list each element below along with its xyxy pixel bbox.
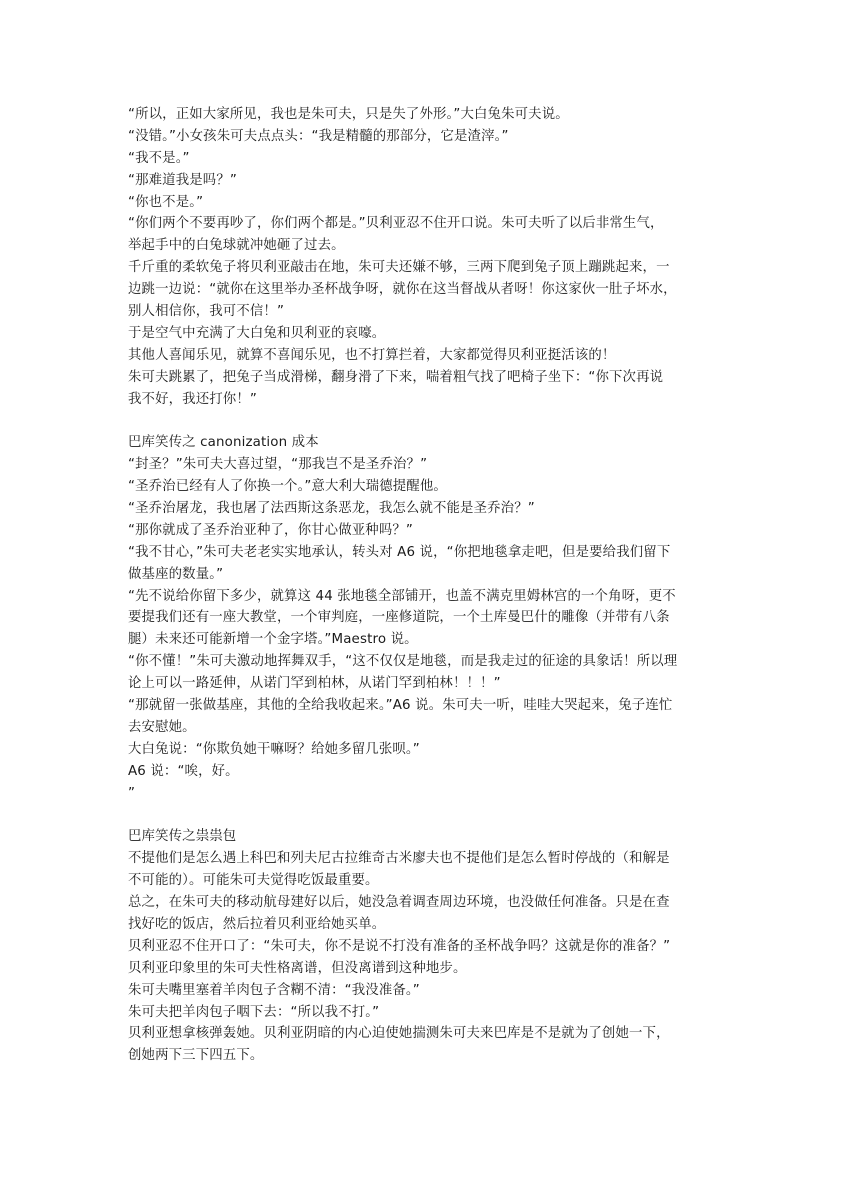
text-line: 不提他们是怎么遇上科巴和列夫尼古拉维奇古米廖夫也不提他们是怎么暂时停战的（和解是 [128, 851, 670, 867]
text-line: 要提我们还有一座大教堂，一个审判庭，一座修道院，一个土库曼巴什的雕像（并带有八条 [128, 610, 670, 626]
text-line: “那就留一张做基座，其他的全给我收起来。”A6 说。朱可夫一听，哇哇大哭起来，兔子连忙 [128, 698, 673, 714]
text-line: ” [128, 785, 136, 801]
document-body [128, 104, 722, 1067]
text-line: “你不懂！”朱可夫激动地挥舞双手，“这不仅仅是地毯，而是我走过的征途的具象话！所以理 [128, 654, 678, 670]
text-line: “我不甘心，”朱可夫老老实实地承认，转头对 A6 说，“你把地毯拿走吧，但是要给我们留下 [128, 544, 671, 560]
paragraph-spacer [128, 805, 722, 827]
text-line: 边跳一边说：“就你在这里举办圣杯战争呀，就你在这当督战从者呀！你这家伙一肚子坏水， [128, 282, 677, 298]
text-line: “所以，正如大家所见，我也是朱可夫，只是失了外形。”大白兔朱可夫说。 [128, 107, 569, 122]
text-line: A6 说：“唉，好。 [128, 763, 239, 779]
text-line: 创她两下三下四五下。 [128, 1048, 264, 1064]
text-line: “先不说给你留下多少，就算这 44 张地毯全部铺开，也盖不满克里姆林宫的一个角呀，更不 [128, 588, 676, 604]
text-line: 巴库笑传之祟祟包 [128, 829, 237, 845]
text-line: “我不是。” [128, 150, 190, 166]
text-line: 论上可以一路延伸，从诺门罕到柏林，从诺门罕到柏林！！！” [128, 676, 501, 692]
paragraph-spacer [128, 410, 722, 432]
text-line: 大白兔说：“你欺负她干嘛呀？给她多留几张呗。” [128, 741, 420, 757]
text-line: 其他人喜闻乐见，就算不喜闻乐见，也不打算拦着，大家都觉得贝利亚挺活该的！ [128, 347, 616, 363]
text-line: “没错。”小女孩朱可夫点点头：“我是精髓的那部分，它是渣滓。” [128, 128, 509, 144]
text-line: 贝利亚想拿核弹轰她。贝利亚阴暗的内心迫使她揣测朱可夫来巴库是不是就为了创她一下， [128, 1026, 670, 1042]
text-line: 我不好，我还打你！” [128, 391, 257, 407]
text-line: 总之，在朱可夫的移动航母建好以后，她没急着调查周边环境，也没做任何准备。只是在查 [128, 895, 670, 911]
text-line: 不可能的）。可能朱可夫觉得吃饭最重要。 [128, 873, 379, 889]
text-line: 贝利亚忍不住开口了：“朱可夫，你不是说不打没有准备的圣杯战争吗？这就是你的准备？” [128, 938, 671, 954]
text-line: “那难道我是吗？” [128, 172, 237, 188]
text-line: 举起手中的白兔球就冲她砸了过去。 [128, 238, 345, 254]
text-line: 于是空气中充满了大白兔和贝利亚的哀嚎。 [128, 325, 386, 341]
text-line: 朱可夫跳累了，把兔子当成滑梯，翻身滑了下来，喘着粗气找了吧椅子坐下：“你下次再说 [128, 369, 664, 385]
text-line: 去安慰她。 [128, 719, 196, 735]
text-line: “圣乔治已经有人了你换一个。”意大利大瑞德提醒他。 [128, 479, 447, 495]
text-line: “圣乔治屠龙，我也屠了法西斯这条恶龙，我怎么就不能是圣乔治？” [128, 501, 535, 517]
text-line: “你也不是。” [128, 194, 204, 210]
text-line: 找好吃的饭店，然后拉着贝利亚给她买单。 [128, 916, 386, 932]
text-line: “你们两个不要再吵了，你们两个都是。”贝利亚忍不住开口说。朱可夫听了以后非常生气， [128, 216, 664, 232]
text-line: 巴库笑传之 canonization 成本 [128, 435, 319, 451]
text-line: 千斤重的柔软兔子将贝利亚敲击在地，朱可夫还嫌不够，三两下爬到兔子顶上蹦跳起来，一 [128, 260, 670, 276]
text-line: 朱可夫把羊肉包子咽下去：“所以我不打。” [128, 1004, 380, 1020]
text-line: 朱可夫嘴里塞着羊肉包子含糊不清：“我没准备。” [128, 982, 420, 998]
text-line: “封圣？”朱可夫大喜过望，“那我岂不是圣乔治？” [128, 457, 428, 473]
text-line: 别人相信你，我可不信！” [128, 304, 285, 320]
text-line: 腿）未来还可能新增一个金字塔。”Maestro 说。 [128, 632, 418, 648]
text-line: 做基座的数量。” [128, 566, 224, 582]
text-line: 贝利亚印象里的朱可夫性格离谱，但没离谱到这种地步。 [128, 960, 467, 976]
text-line: “那你就成了圣乔治亚种了，你甘心做亚种吗？” [128, 522, 413, 538]
